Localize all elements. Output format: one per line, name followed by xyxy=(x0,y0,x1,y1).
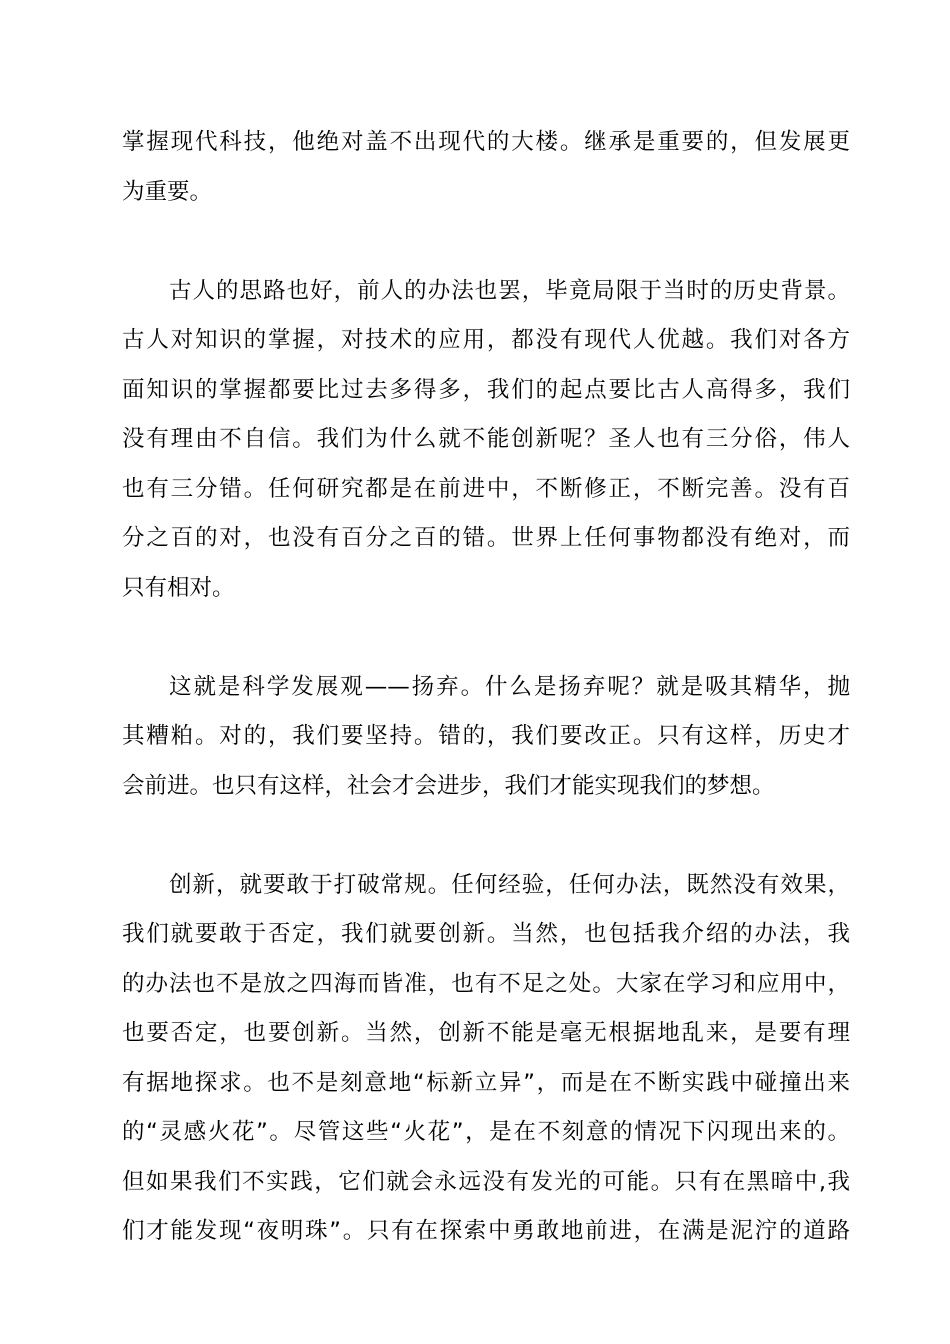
text-line: 其糟粕。对的，我们要坚持。错的，我们要改正。只有这样，历史才 xyxy=(122,723,850,749)
paragraph-spacer xyxy=(122,811,850,861)
text-line: 也有三分错。任何研究都是在前进中，不断修正，不断完善。没有百 xyxy=(122,475,850,502)
text-line: 有据地探求。也不是刻意地“标新立异”，而是在不断实践中碰撞出来 xyxy=(122,1069,850,1096)
text-line: 我们就要敢于否定，我们就要创新。当然，也包括我介绍的办法，我 xyxy=(122,921,850,947)
text-line: 的办法也不是放之四海而皆准，也有不足之处。大家在学习和应用中， xyxy=(122,970,850,997)
paragraph-2 xyxy=(122,267,850,614)
text-line: 们才能发现“夜明珠”。只有在探索中勇敢地前进，在满是泥泞的道路 xyxy=(122,1218,850,1244)
paragraph-3 xyxy=(122,663,850,812)
text-line: 为重要。 xyxy=(122,178,213,205)
paragraph-4 xyxy=(122,861,850,1257)
text-line: 面知识的掌握都要比过去多得多，我们的起点要比古人高得多，我们 xyxy=(122,376,850,403)
document-body xyxy=(122,118,850,1257)
text-line: 古人对知识的掌握，对技术的应用，都没有现代人优越。我们对各方 xyxy=(122,327,850,353)
text-line: 这就是科学发展观——扬弃。什么是扬弃呢？就是吸其精华，抛 xyxy=(169,673,850,700)
text-line: 创新，就要敢于打破常规。任何经验，任何办法，既然没有效果， xyxy=(169,871,850,898)
text-line: 的“灵感火花”。尽管这些“火花”，是在不刻意的情况下闪现出来的。 xyxy=(122,1119,850,1145)
paragraph-spacer xyxy=(122,217,850,267)
text-line: 但如果我们不实践，它们就会永远没有发光的可能。只有在黑暗中,我 xyxy=(122,1168,850,1195)
paragraph-1 xyxy=(122,118,850,217)
text-line: 也要否定，也要创新。当然，创新不能是毫无根据地乱来，是要有理 xyxy=(122,1020,850,1046)
text-line: 没有理由不自信。我们为什么就不能创新呢？圣人也有三分俗，伟人 xyxy=(122,426,850,452)
text-line: 分之百的对，也没有百分之百的错。世界上任何事物都没有绝对，而 xyxy=(122,525,850,551)
text-line: 掌握现代科技，他绝对盖不出现代的大楼。继承是重要的，但发展更 xyxy=(122,129,850,155)
paragraph-spacer xyxy=(122,613,850,663)
text-line: 会前进。也只有这样，社会才会进步，我们才能实现我们的梦想。 xyxy=(122,772,775,799)
text-line: 古人的思路也好，前人的办法也罢，毕竟局限于当时的历史背景。 xyxy=(169,277,850,304)
text-line: 只有相对。 xyxy=(122,574,235,601)
